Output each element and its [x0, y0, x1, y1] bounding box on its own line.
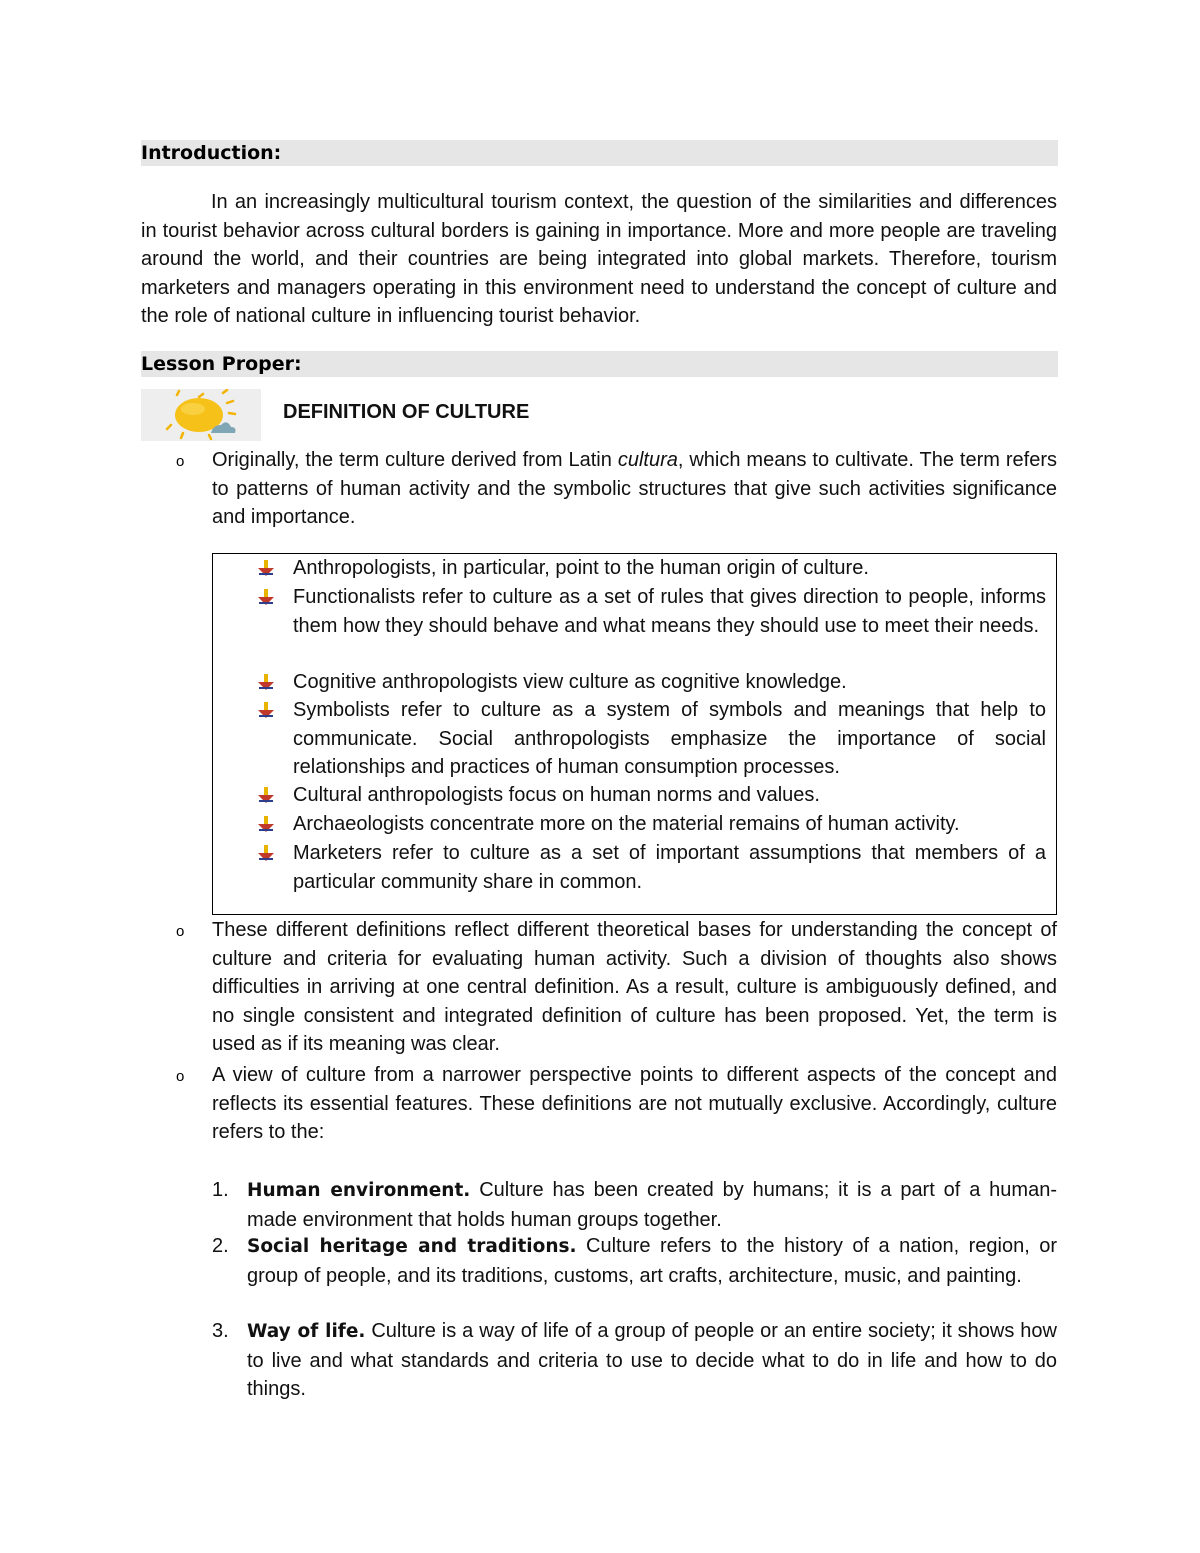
arrow-bullet-icon [256, 700, 276, 720]
aspect-human-environment [247, 1176, 1057, 1234]
definition-paragraph-3: A view of culture from a narrower perspective points to different aspects of the concept and reflects its essential features. These definitions are not mutually exclusive. Accordingly, culture refers to the: [212, 1064, 1057, 1143]
definition-paragraph-1 [212, 446, 1057, 532]
arrow-bullet-icon [256, 843, 276, 863]
aspect-description: Culture refers to the history of a nation, region, or group of people, and its traditions, customs, art crafts, architecture, music, and painting. [247, 1235, 1057, 1287]
circle-bullet-icon: o [176, 923, 185, 940]
box-item-cognitive-anthropologists: Cognitive anthropologists view culture as cognitive knowledge. [293, 671, 847, 693]
latin-term-cultura: cultura [617, 449, 678, 471]
aspect-description: Culture has been created by humans; it is a part of a human-made environment that holds human groups together. [247, 1179, 1057, 1231]
arrow-bullet-icon [256, 587, 276, 607]
definition-paragraph-1-start: Originally, the term culture derived from Latin [212, 449, 618, 471]
aspect-number: 2. [212, 1235, 229, 1257]
arrow-bullet-icon [256, 672, 276, 692]
introduction-paragraph [141, 188, 1057, 331]
arrow-bullet-icon [256, 785, 276, 805]
box-item-marketers: Marketers refer to culture as a set of important assumptions that members of a particular community share in common. [293, 842, 1046, 893]
box-item-functionalists: Functionalists refer to culture as a set of rules that gives direction to people, informs them how they should behave and what means they should use to meet their needs. [293, 586, 1046, 637]
circle-bullet-icon: o [176, 453, 185, 470]
definition-paragraph-1-end: , which means to cultivate. The term refers to patterns of human activity and the symbolic structures that give such activities significance and importance. [212, 449, 1058, 528]
box-item-symbolists: Symbolists refer to culture as a system of symbols and meanings that help to communicate. Social anthropologists emphasize the importance of social relationships and practices of human consumption processes. [293, 699, 1046, 778]
aspect-number: 3. [212, 1320, 229, 1342]
aspect-way-of-life [247, 1317, 1057, 1404]
arrow-bullet-icon [256, 814, 276, 834]
box-item-archaeologists: Archaeologists concentrate more on the material remains of human activity. [293, 813, 960, 835]
aspect-term: Human environment. [247, 1180, 471, 1201]
aspect-term: Social heritage and traditions. [247, 1236, 577, 1257]
aspect-number: 1. [212, 1179, 229, 1201]
definition-of-culture-title: DEFINITION OF CULTURE [283, 401, 530, 423]
sun-cloud-icon [141, 389, 261, 441]
box-item-cultural-anthropologists: Cultural anthropologists focus on human norms and values. [293, 784, 820, 806]
lesson-proper-heading: Lesson Proper: [141, 351, 1058, 377]
aspect-social-heritage [247, 1232, 1057, 1290]
aspect-description: Culture is a way of life of a group of people or an entire society; it shows how to live and what standards and criteria to use to decide what to do in life and how to do things. [247, 1320, 1057, 1400]
introduction-text: In an increasingly multicultural tourism context, the question of the similarities and differences in tourist behavior across cultural borders is gaining in importance. More and more people are traveling around the world, and their countries are being integrated into global markets. Therefore, tourism marketers and managers operating in this environment need to understand the concept of culture and the role of national culture in influencing tourist behavior. [141, 191, 1057, 327]
arrow-bullet-icon [256, 558, 276, 578]
introduction-heading: Introduction: [141, 140, 1058, 166]
circle-bullet-icon: o [176, 1068, 185, 1085]
box-item-anthropologists: Anthropologists, in particular, point to the human origin of culture. [293, 557, 869, 579]
definition-paragraph-2: These different definitions reflect different theoretical bases for understanding the concept of culture and criteria for evaluating human activity. Such a division of thoughts also shows difficulties in arriving at one central definition. As a result, culture is ambiguously defined, and no single consistent and integrated definition of culture has been proposed. Yet, the term is used as if its meaning was clear. [212, 919, 1057, 1055]
aspect-term: Way of life. [247, 1321, 366, 1342]
